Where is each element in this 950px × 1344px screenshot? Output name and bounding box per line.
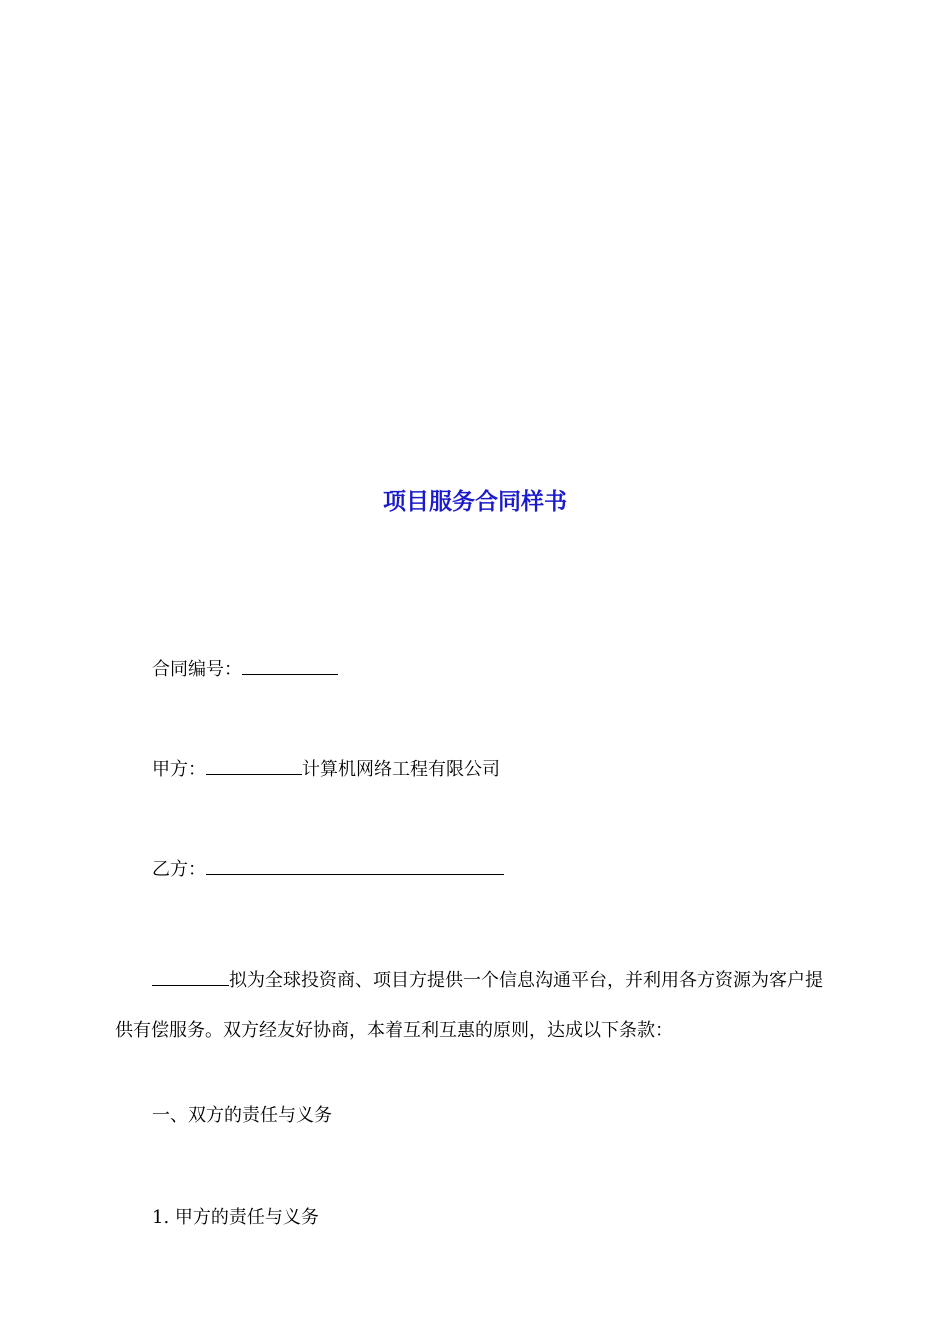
contract-number-line [152,658,338,682]
party-a-blank [206,758,302,775]
party-b-blank [206,858,504,875]
intro-paragraph [115,956,837,1056]
party-a-line [152,758,500,782]
party-b-label: 乙方： [152,859,206,880]
contract-number-label: 合同编号： [152,659,242,680]
party-a-label: 甲方： [152,759,206,780]
document-title: 项目服务合同样书 [383,489,567,515]
party-b-line [152,858,504,882]
intro-blank [152,969,229,986]
subsection-1-1-heading: 1. 甲方的责任与义务 [152,1207,319,1228]
intro-text: 拟为全球投资商、项目方提供一个信息沟通平台，并利用各方资源为客户提供有偿服务。双方经友好协商，本着互利互惠的原则，达成以下条款： [115,970,823,1041]
party-a-name: 计算机网络工程有限公司 [302,759,500,780]
contract-number-blank [242,658,338,675]
section-1-heading: 一、双方的责任与义务 [152,1105,332,1126]
